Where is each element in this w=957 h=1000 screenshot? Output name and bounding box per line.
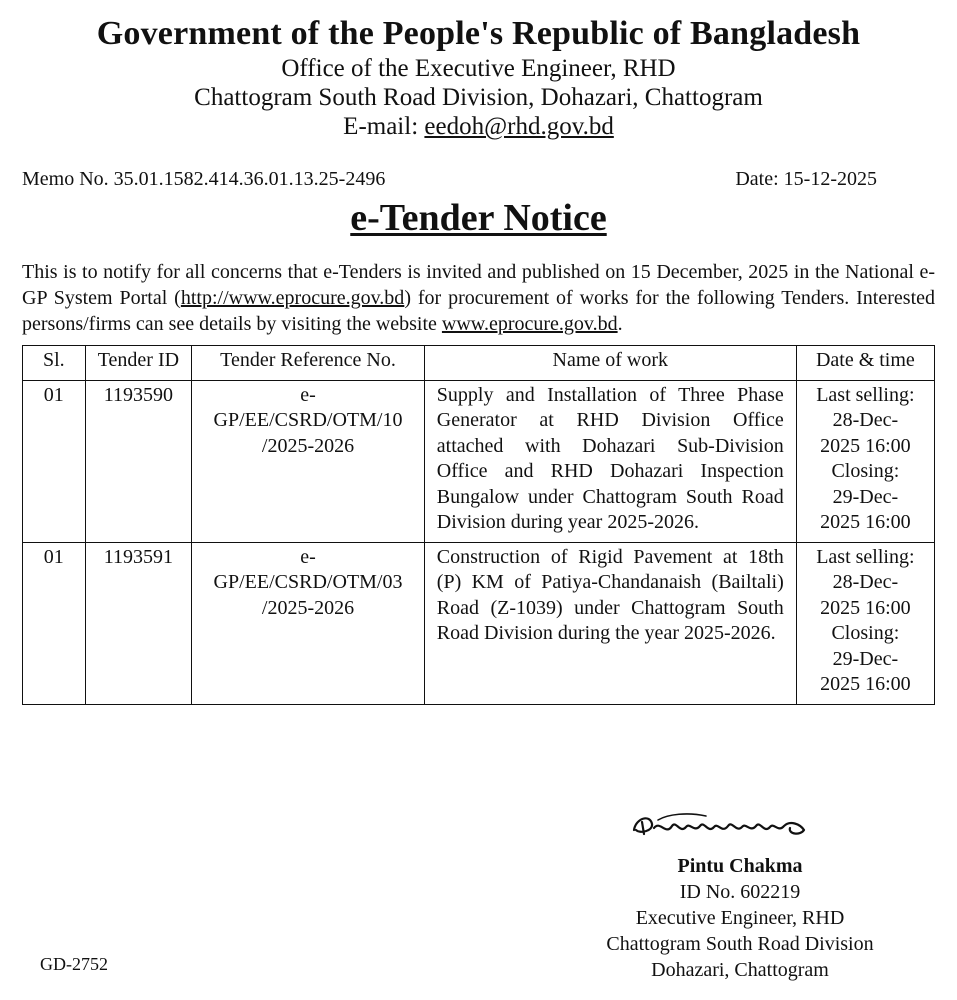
notice-title [0, 196, 957, 240]
reference-line: e- [300, 545, 316, 568]
cell-sl: 01 [23, 542, 86, 704]
date-line: 2025 16:00 [820, 596, 911, 619]
notice-date: Date: 15-12-2025 [735, 168, 877, 190]
cell-name-of-work: Supply and Installation of Three Phase Generator at RHD Division Office attached with Dohazari Sub-Division Office and RHD Dohazari Inspection Bungalow under Chattogram South Road Division during year 2025-2026. [424, 380, 796, 542]
date-line: Last selling: [816, 545, 915, 568]
cell-tender-id: 1193591 [85, 542, 192, 704]
intro-text-3: . [617, 313, 623, 335]
cell-date-time [796, 542, 934, 704]
cell-tender-id: 1193590 [85, 380, 192, 542]
reference-line: /2025-2026 [261, 434, 355, 457]
header-tender-id: Tender ID [85, 346, 192, 381]
header-reference: Tender Reference No. [192, 346, 425, 381]
table-row [23, 542, 935, 704]
header-date-time: Date & time [796, 346, 934, 381]
website-link[interactable]: www.eprocure.gov.bd [441, 313, 618, 335]
signatory-block [540, 853, 940, 983]
cell-name-of-work: Construction of Rigid Pavement at 18th (P) KM of Patiya-Chandanaish (Bailtali) Road (Z-1039) under Chattogram South Road Division during the year 2025-2026. [424, 542, 796, 704]
date-line: 29-Dec- [832, 647, 899, 670]
date-line: 2025 16:00 [820, 434, 911, 457]
header-sl: Sl. [23, 346, 86, 381]
date-line: Closing: [831, 460, 900, 482]
portal-link[interactable]: http://www.eprocure.gov.bd [180, 287, 405, 309]
memo-number: Memo No. 35.01.1582.414.36.01.13.25-2496 [22, 168, 386, 190]
date-line: 2025 16:00 [820, 511, 911, 533]
gd-number: GD-2752 [40, 954, 108, 974]
cell-sl: 01 [23, 380, 86, 542]
signatory-designation: Executive Engineer, RHD [635, 907, 845, 929]
signatory-location: Dohazari, Chattogram [651, 959, 829, 981]
reference-line: /2025-2026 [261, 596, 355, 619]
reference-line: e- [300, 383, 316, 406]
signatory-division: Chattogram South Road Division [606, 933, 874, 955]
signatory-id: ID No. 602219 [679, 881, 801, 903]
date-line: 2025 16:00 [820, 673, 911, 695]
cell-reference [192, 542, 425, 704]
reference-line: GP/EE/CSRD/OTM/10 [213, 409, 403, 431]
handwritten-signature [628, 800, 828, 850]
letterhead [0, 14, 957, 141]
date-line: 28-Dec- [832, 409, 899, 431]
table-row [23, 380, 935, 542]
intro-text-2: ) for procurement of works for the following Tenders. Interested persons/firms can see details by visiting the website [22, 287, 935, 335]
table-header-row [23, 346, 935, 381]
email-link[interactable]: eedoh@rhd.gov.bd [424, 113, 614, 140]
office-name: Office of the Executive Engineer, RHD [281, 55, 676, 82]
intro-paragraph [22, 259, 935, 337]
division-address: Chattogram South Road Division, Dohazari, Chattogram [194, 84, 763, 111]
cell-reference [192, 380, 425, 542]
date-line: 28-Dec- [832, 571, 899, 593]
intro-text-1: This is to notify for all concerns that e-Tenders is invited and published on 15 December, 2025 in the National e-GP System Portal ( [22, 261, 935, 309]
reference-line: GP/EE/CSRD/OTM/03 [213, 571, 403, 593]
tender-table [22, 345, 935, 705]
notice-title-text: e-Tender Notice [350, 197, 607, 239]
email-label: E-mail: [343, 113, 425, 140]
email-line [0, 112, 957, 141]
cell-date-time [796, 380, 934, 542]
date-line: Last selling: [816, 383, 915, 406]
government-title: Government of the People's Republic of Bangladesh [96, 15, 861, 52]
header-name-of-work: Name of work [424, 346, 796, 381]
signatory-name: Pintu Chakma [677, 855, 803, 877]
date-line: Closing: [831, 622, 900, 644]
date-line: 29-Dec- [832, 485, 899, 508]
